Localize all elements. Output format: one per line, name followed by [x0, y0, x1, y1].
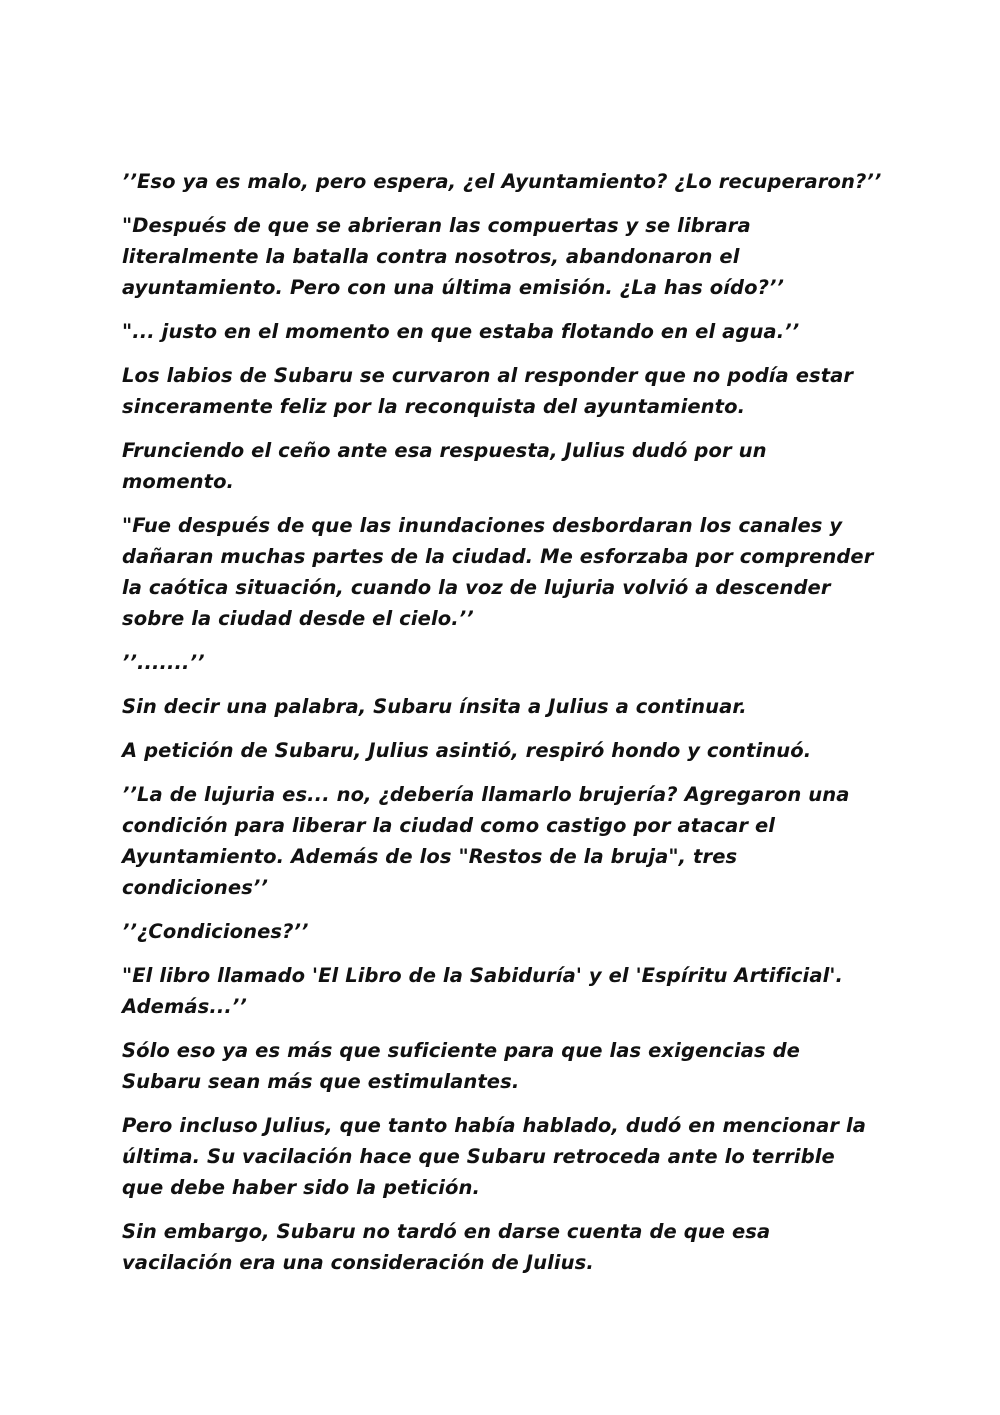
paragraph-10: ’’La de lujuria es... no, ¿debería llamarlo brujería? Agregaron una condición para liberar la ciudad como castigo por atacar el Ayuntamiento. Además de los "Restos de la bruja", tres condiciones’’ — [122, 783, 850, 899]
document-page — [122, 166, 882, 1291]
paragraph-7: ’’.......’’ — [122, 651, 205, 674]
paragraph-4: Los labios de Subaru se curvaron al responder que no podía estar sinceramente feliz por la reconquista del ayuntamiento. — [122, 364, 854, 418]
paragraph-2: "Después de que se abrieran las compuertas y se librara literalmente la batalla contra nosotros, abandonaron el ayuntamiento. Pero con una última emisión. ¿La has oído?’’ — [122, 214, 784, 299]
paragraph-11: ’’¿Condiciones?’’ — [122, 920, 309, 943]
paragraph-5: Frunciendo el ceño ante esa respuesta, Julius dudó por un momento. — [122, 439, 767, 493]
paragraph-12: "El libro llamado 'El Libro de la Sabiduría' y el 'Espíritu Artificial'. Además...’’ — [122, 964, 843, 1018]
paragraph-1: ’’Eso ya es malo, pero espera, ¿el Ayuntamiento? ¿Lo recuperaron?’’ — [122, 170, 882, 193]
paragraph-13: Sólo eso ya es más que suficiente para que las exigencias de Subaru sean más que estimulantes. — [122, 1039, 800, 1093]
paragraph-8: Sin decir una palabra, Subaru ínsita a Julius a continuar. — [122, 695, 747, 718]
paragraph-3: "... justo en el momento en que estaba flotando en el agua.’’ — [122, 320, 800, 343]
paragraph-9: A petición de Subaru, Julius asintió, respiró hondo y continuó. — [122, 739, 812, 762]
paragraph-15: Sin embargo, Subaru no tardó en darse cuenta de que esa vacilación era una consideración de Julius. — [122, 1220, 771, 1274]
paragraph-14: Pero incluso Julius, que tanto había hablado, dudó en mencionar la última. Su vacilación hace que Subaru retroceda ante lo terrible que debe haber sido la petición. — [122, 1114, 867, 1199]
paragraph-6: "Fue después de que las inundaciones desbordaran los canales y dañaran muchas partes de la ciudad. Me esforzaba por comprender la caótica situación, cuando la voz de lujuria volvió a descender sobre la ciudad desde el cielo.’’ — [122, 514, 874, 630]
